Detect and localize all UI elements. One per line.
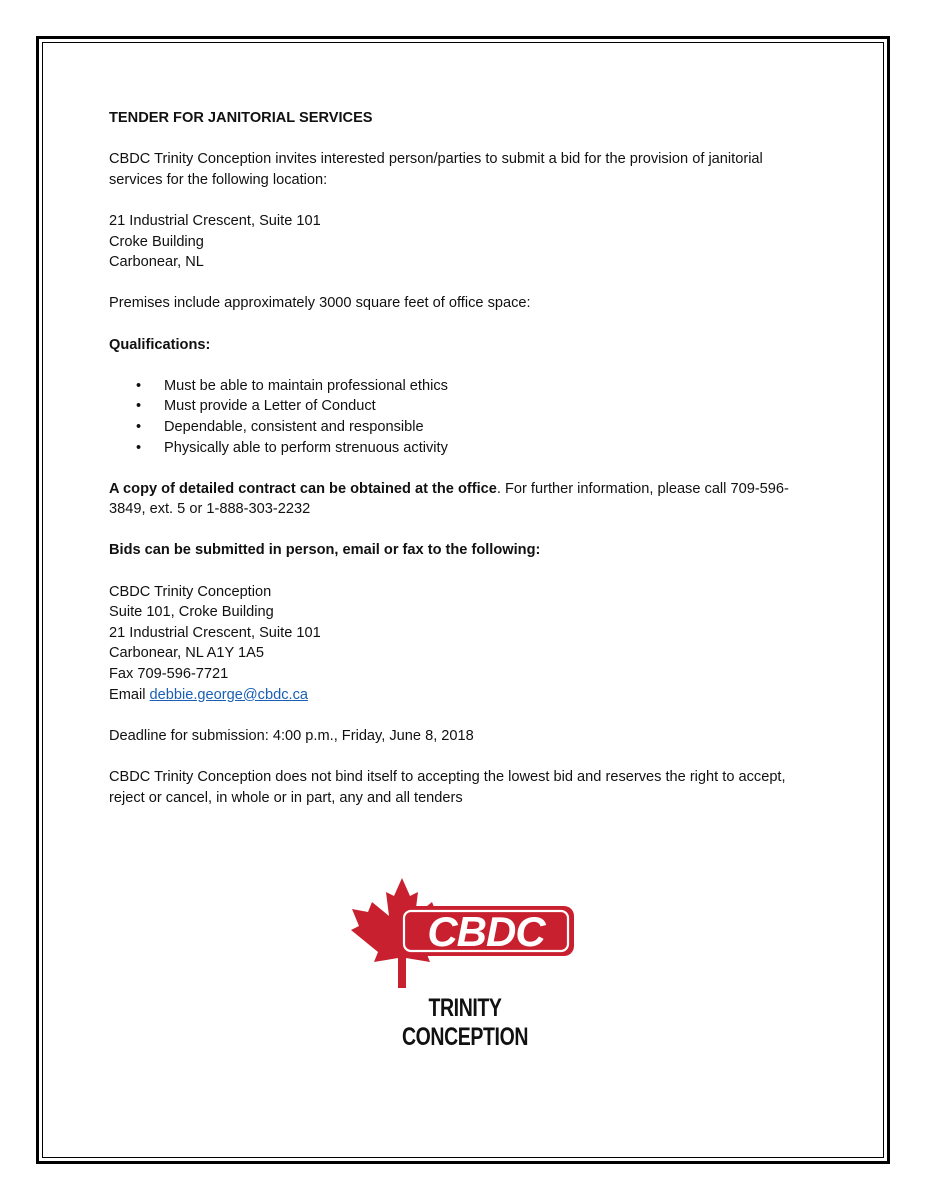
email-line bbox=[109, 685, 817, 706]
submission-line: Fax 709-596-7721 bbox=[109, 666, 229, 683]
logo-wordmark: CBDC bbox=[427, 908, 545, 955]
submission-line: Carbonear, NL A1Y 1A5 bbox=[109, 645, 264, 662]
bullet-icon: • bbox=[136, 439, 142, 456]
bullet-icon: • bbox=[136, 398, 142, 415]
list-item-text: Physically able to perform strenuous activity bbox=[164, 439, 448, 456]
list-item-text: Must be able to maintain professional ethics bbox=[164, 377, 448, 394]
location-line: Croke Building bbox=[109, 233, 204, 250]
bullet-icon: • bbox=[136, 418, 142, 435]
list-item-text: Dependable, consistent and responsible bbox=[164, 418, 424, 435]
qualifications-heading: Qualifications: bbox=[109, 336, 211, 353]
submission-line: Suite 101, Croke Building bbox=[109, 604, 274, 621]
contract-info-text: . For further information, please call 709-596-3849, ext. 5 or 1-888-303-2232 bbox=[109, 480, 789, 518]
contract-bold-text: A copy of detailed contract can be obtained at the office bbox=[109, 480, 497, 497]
maple-leaf-icon bbox=[340, 872, 590, 992]
list-item bbox=[109, 438, 817, 459]
logo-subtitle: TRINITY CONCEPTION bbox=[401, 994, 529, 1051]
deadline-paragraph: Deadline for submission: 4:00 p.m., Friday, June 8, 2018 bbox=[109, 727, 474, 744]
location-line: Carbonear, NL bbox=[109, 254, 204, 271]
qualifications-list bbox=[109, 376, 817, 458]
email-link[interactable]: debbie.george@cbdc.ca bbox=[149, 686, 308, 703]
list-item bbox=[109, 417, 817, 438]
submission-line: 21 Industrial Crescent, Suite 101 bbox=[109, 624, 321, 641]
bids-heading: Bids can be submitted in person, email or fax to the following: bbox=[109, 542, 541, 559]
list-item bbox=[109, 376, 817, 397]
location-line: 21 Industrial Crescent, Suite 101 bbox=[109, 212, 321, 229]
contract-paragraph bbox=[109, 479, 817, 520]
disclaimer-paragraph: CBDC Trinity Conception does not bind itself to accepting the lowest bid and reserves the right to accept, reject or cancel, in whole or in part, any and all tenders bbox=[109, 769, 786, 806]
location-address bbox=[109, 211, 817, 273]
submission-line: CBDC Trinity Conception bbox=[109, 583, 272, 600]
list-item bbox=[109, 396, 817, 417]
list-item-text: Must provide a Letter of Conduct bbox=[164, 398, 376, 415]
tender-document bbox=[109, 108, 817, 829]
document-heading: TENDER FOR JANITORIAL SERVICES bbox=[109, 110, 373, 126]
submission-address bbox=[109, 582, 817, 706]
bullet-icon: • bbox=[136, 377, 142, 394]
cbdc-logo bbox=[340, 872, 590, 1051]
email-label: Email bbox=[109, 686, 150, 703]
premises-paragraph: Premises include approximately 3000 square feet of office space: bbox=[109, 295, 531, 312]
intro-paragraph: CBDC Trinity Conception invites interested person/parties to submit a bid for the provision of janitorial services for the following location: bbox=[109, 151, 763, 188]
